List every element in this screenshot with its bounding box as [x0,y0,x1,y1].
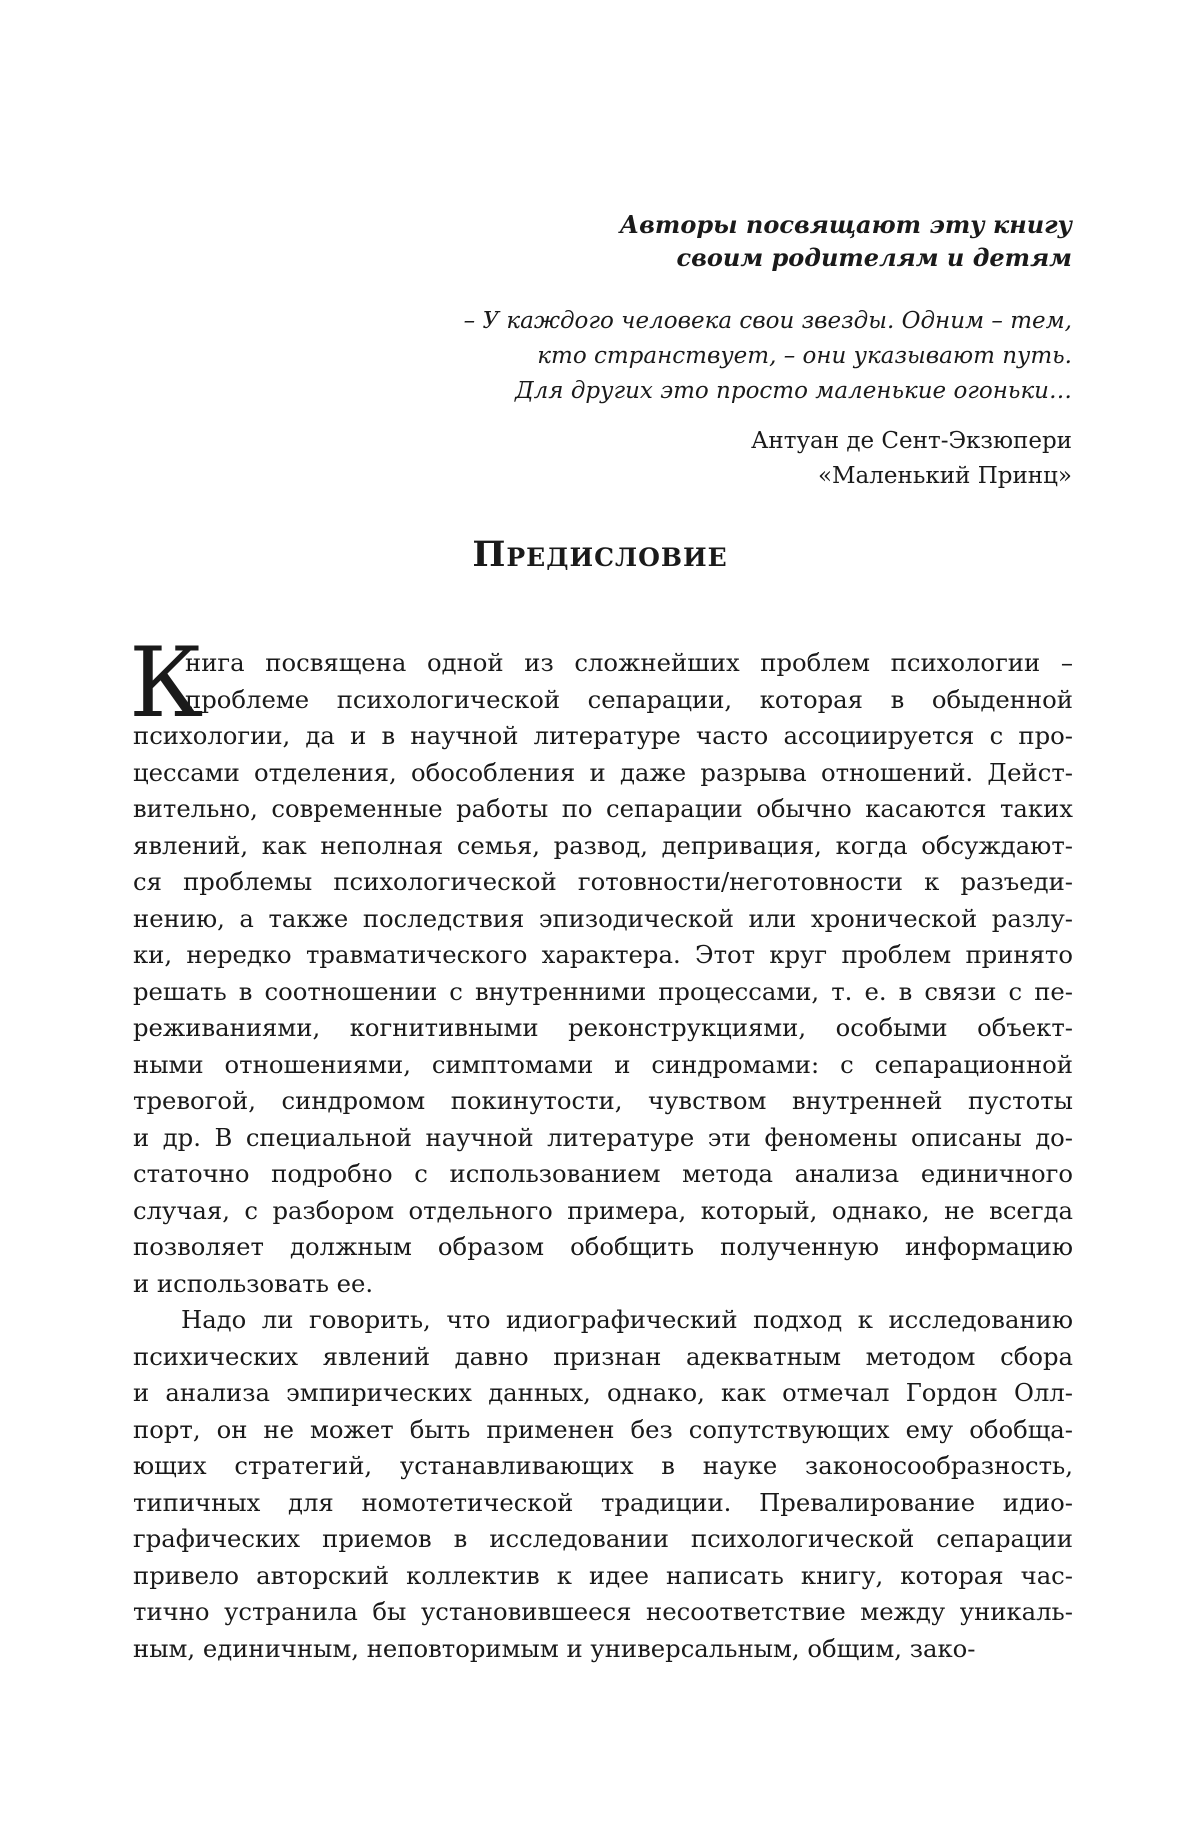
text-line: ся проблемы психологической готовности/неготовности к разъеди- [133,867,1073,896]
text-line: психических явлений давно признан адекватным методом сбора [133,1341,1073,1371]
text-line: случая, с разбором отдельного примера, который, однако, не всегда [133,1195,1073,1225]
attribution-author: Антуан де Сент-Экзюпери [750,428,1072,454]
text-line: и анализа эмпирических данных, однако, как отмечал Гордон Олл- [133,1378,1073,1407]
epigraph-attribution [372,424,1072,494]
text-line: позволяет должным образом обобщить полученную информацию [133,1232,1073,1261]
epigraph-line: кто странствует, – они указывают путь. [537,343,1072,369]
text-line: решать в соотношении с внутренними процессами, т. е. в связи с пе- [133,976,1073,1006]
paragraph-2 [133,1302,1073,1667]
text-line: и др. В специальной научной литературе эти феномены описаны до- [133,1122,1073,1152]
body-text [129,627,1073,1667]
text-line: цессами отделения, обособления и даже разрыва отношений. Дейст- [133,757,1073,787]
text-line: психологии, да и в научной литературе часто ассоциируется с про- [133,721,1073,750]
paragraph-1 [133,645,1073,1302]
dedication-line: Авторы посвящают эту книгу [619,210,1072,239]
epigraph [272,304,1072,409]
text-line: нига посвящена одной из сложнейших проблем психологии – [185,648,1073,677]
text-line: привело авторский коллектив к идее написать книгу, которая час- [133,1560,1073,1590]
drop-cap: К [129,627,204,739]
epigraph-line: – У каждого человека свои звезды. Одним – тем, [463,308,1072,334]
text-line: реживаниями, когнитивными реконструкциями, особыми объект- [133,1013,1073,1042]
text-line: ки, нередко травматического характера. Этот круг проблем принято [133,940,1073,969]
text-line: вительно, современные работы по сепарации обычно касаются таких [133,794,1073,823]
text-line: ными отношениями, симптомами и синдромами: с сепарационной [133,1049,1073,1079]
text-line: тично устранила бы установившееся несоответствие между уникаль- [133,1597,1073,1626]
epigraph-line: Для других это просто маленькие огоньки… [514,378,1072,404]
text-line: ющих стратегий, устанавливающих в науке законосообразность, [133,1451,1073,1480]
text-line: явлений, как неполная семья, развод, депривация, когда обсуждают- [133,830,1073,860]
text-line: и использовать ее. [133,1268,374,1298]
dedication-line: своим родителям и детям [676,243,1072,272]
chapter-title: Предисловие [472,534,728,575]
attribution-work: «Маленький Принц» [817,463,1072,489]
text-line: типичных для номотетической традиции. Превалирование идио- [133,1487,1073,1517]
text-line: тревогой, синдромом покинутости, чувством внутренней пустоты [133,1086,1073,1115]
text-line: графических приемов в исследовании психологической сепарации [133,1524,1073,1553]
text-line: нению, а также последствия эпизодической или хронической разлу- [133,903,1073,933]
text-line: Надо ли говорить, что идиографический подход к исследованию [181,1305,1073,1334]
text-line: ным, единичным, неповторимым и универсальным, общим, зако- [133,1633,976,1663]
text-line: проблеме психологической сепарации, которая в обыденной [185,684,1073,714]
text-line: статочно подробно с использованием метода анализа единичного [133,1159,1073,1188]
text-line: порт, он не может быть применен без сопутствующих ему обобща- [133,1414,1073,1444]
dedication [372,208,1072,274]
